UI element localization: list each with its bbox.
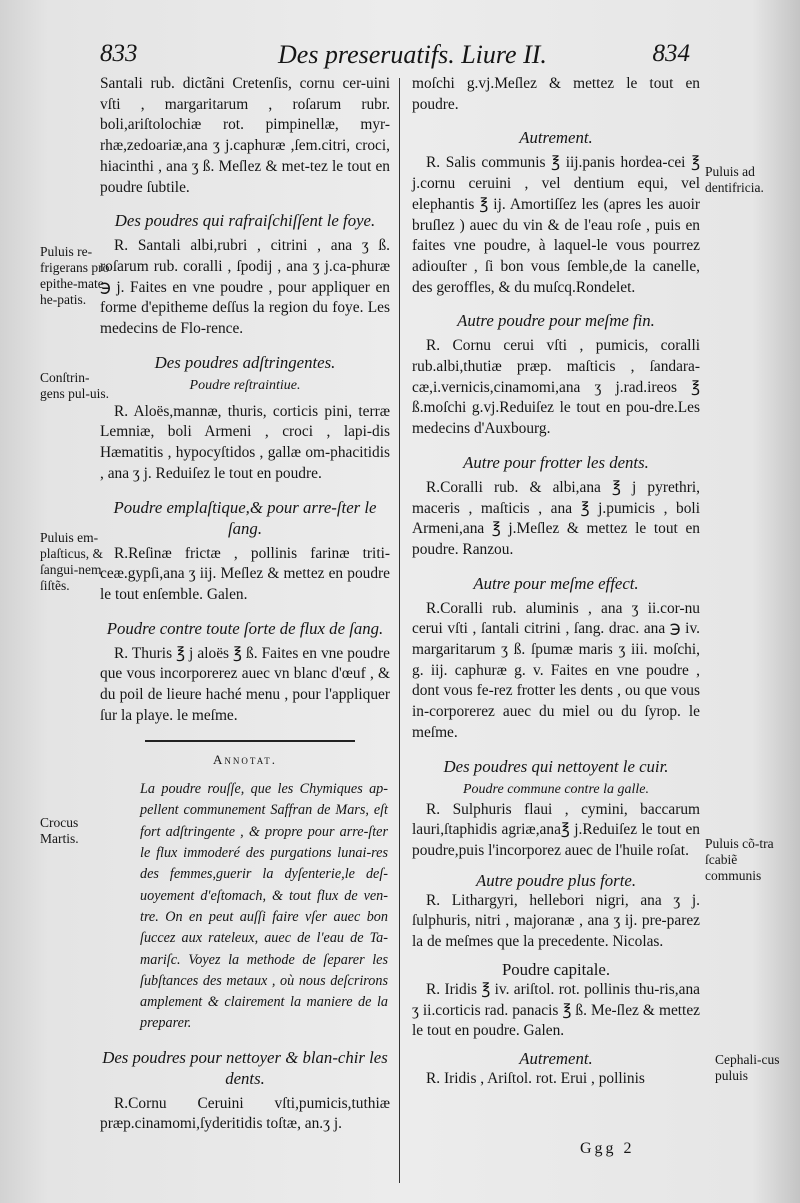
paragraph: R.Coralli rub. & albi,ana ℥ j pyrethri, maceris , maſticis , ana ℥ j.pumicis , boli Armeni,ana ℥ j.Meſlez & mettez le tout en poudre. Ranzou. <box>412 478 700 558</box>
paragraph: R. Iridis , Ariſtol. rot. Erui , pollinis <box>426 1069 645 1087</box>
running-header <box>100 40 690 72</box>
margin-note-constringens: Conſtrin-gens pul-uis. <box>40 370 109 401</box>
section-heading: Des poudres qui rafraiſchiſſent le foye. <box>114 211 376 231</box>
paragraph: R.Reſinæ frictæ , pollinis farinæ triti-ceæ.gypſi,ana ʒ iij. Meſlez & mettez en poudre le tout enſemble. Galen. <box>100 544 390 603</box>
section-heading: Poudre emplaſtique,& pour arre-ſter le ſang. <box>113 497 377 538</box>
signature-mark: Ggg 2 <box>580 1140 635 1157</box>
paragraph: R. Salis communis ℥ iij.panis hordea-cei ℥ j.cornu ceruini , vel dentium equi, vel elephantis ℥ ij. Amortiſſez les (apres les auoir bruſlez ) auec du vin & de l'eau roſe , puis en faites vne poudre, à laquel-le vous pourrez adiouſter , ſi bon vous ſemble,de la canelle, des geroffles, & du muſcq.Rondelet. <box>412 154 700 296</box>
section-heading: Poudre capitale. <box>501 959 611 979</box>
section-heading: Des poudres adſtringentes. <box>154 352 336 372</box>
paragraph: R. Santali albi,rubri , citrini , ana ʒ ß. roſarum rub. coralli , ſpodij , ana ʒ j.ca-phuræ ℈ j. Faites en vne poudre , pour appliquer en forme d'epitheme deſſus la region du foye. Les medecins de Flo-rence. <box>100 237 390 338</box>
paragraph: R. Cornu cerui vſti , pumicis, coralli rub.albi,thutiæ præp. maſticis , ſandara-cæ,i.vernicis,cinamomi,ana ʒ j.rad.ireos ℥ ß.moſchi g.vj.Reduiſez le tout en pou-dre.Les medecins d'Auxbourg. <box>412 337 700 438</box>
subsection-heading: Poudre reſtraintiue. <box>189 377 301 393</box>
column-divider <box>399 78 400 1183</box>
section-heading: Autre pour frotter les dents. <box>463 452 649 472</box>
section-heading: Des poudres qui nettoyent le cuir. <box>443 756 669 776</box>
page-number-left: 833 <box>100 40 138 67</box>
section-heading: Poudre contre toute ſorte de flux de ſang. <box>106 618 384 638</box>
paragraph: Santali rub. dictãni Cretenſis, cornu cer-uini vſti , margaritarum , roſarum rubr. boli,ariſtolochiæ rot. pimpinellæ, myr-rhæ,zedoariæ,ana ʒ j.caphuræ ,ſem.citri, croci, hiacinthi , ana ʒ ß. Meſlez & met-tez le tout en poudre ſubtile. <box>100 75 390 196</box>
paragraph: R. Iridis ℥ iv. ariſtol. rot. pollinis thu-ris,ana ʒ ii.corticis rad. panacis ℥ ß. Me-ſlez & mettez le tout en poudre. Galen. <box>412 980 700 1040</box>
paragraph: R.Cornu Ceruini vſti,pumicis,tuthiæ præp.cinamomi,ſyderitidis toſtæ, an.ʒ j. <box>100 1094 390 1133</box>
paragraph: R. Aloës,mannæ, thuris, corticis pini, terræ Lemniæ, boli Armeni , croci , lapi-dis Hæmatitis , hypocyſtidos , gallæ om-phacitidis , ana ʒ j. Reduiſez le tout en poudre. <box>100 402 390 482</box>
annotation-label: Annotat. <box>213 752 277 768</box>
margin-note-emplasticus: Puluis em-plaſticus, & ſangui-nem ſiſtẽs. <box>40 530 103 593</box>
section-heading: Autrement. <box>519 128 593 148</box>
margin-note-crocus: Crocus Martis. <box>40 815 79 846</box>
paragraph: R. Thuris ℥ j aloës ℥ ß. Faites en vne poudre que vous incorporerez auec vn blanc d'œuf , & du poil de lieure haché menu , pour l'appliquer ſur la playe. le meſme. <box>100 644 390 724</box>
subsection-heading: Poudre commune contre la galle. <box>463 781 649 797</box>
section-heading: Autre poudre pour meſme fin. <box>457 311 655 331</box>
section-heading: Autrement. <box>519 1048 593 1068</box>
annotation-rule <box>145 740 355 742</box>
paragraph: R. Sulphuris flaui , cymini, baccarum lauri,ſtaphidis agriæ,ana℥ j.Reduiſez le tout en poudre,puis l'incorporez auec de l'huile roſat. <box>412 800 700 859</box>
section-heading: Autre pour meſme effect. <box>473 573 639 593</box>
section-heading: Des poudres pour nettoyer & blan-chir les dents. <box>102 1047 388 1088</box>
paragraph: moſchi g.vj.Meſlez & mettez le tout en poudre. <box>412 75 700 113</box>
left-column <box>100 74 390 1203</box>
margin-note-dentifricius: Puluis ad dentifricia. <box>705 164 764 195</box>
page-number-right: 834 <box>652 40 690 67</box>
annotation-text: La poudre rouſſe, que les Chymiques ap-pellent communement Saffran de Mars, eſt fort adſtringente , & propre pour arre-ſter le flux immoderé des purgations lunai-res des femmes,guerir la dyſenterie,le deſ-uoyement d'eſtomach, & tout flux de ven-tre. On en peut auſſi faire vſer auec bon ſuccez aux rateleux, auec de l'eau de Ta-mariſc. Voyez la methode de ſeparer les ſubſtances des metaux , où nous deſcrirons amplement & clairement la maniere de la preparer. <box>140 781 388 1032</box>
paragraph: R.Coralli rub. aluminis , ana ʒ ii.cor-nu cerui vſti , ſantali citrini , ſang. drac. ana ℈ iv. margaritarum ʒ ß. ſpumæ maris ʒ iii. moſchi, g. iij. caphuræ g. v. Faites en vne poudre , dont vous fe-rez frotter les dents , ou que vous in-corporerez auec du miel ou du ſyrop. le meſme. <box>412 599 700 741</box>
running-title: Des preseruatifs. Liure II. <box>278 40 547 69</box>
margin-note-refrigerans: Puluis re-frigerans pro epithe-mate he-patis. <box>40 244 110 307</box>
right-column <box>412 74 700 1203</box>
paragraph: R. Lithargyri, hellebori nigri, ana ʒ j. ſulphuris, nitri , majoranæ , ana ʒ ij. pre-parez la de meſmes que la precedente. Nicolas. <box>412 891 700 951</box>
margin-note-cephalicus: Cephali-cus puluis <box>715 1052 780 1083</box>
margin-note-scabie: Puluis cõ-tra ſcabiẽ communis <box>705 836 774 883</box>
section-heading: Autre poudre plus forte. <box>475 870 637 890</box>
